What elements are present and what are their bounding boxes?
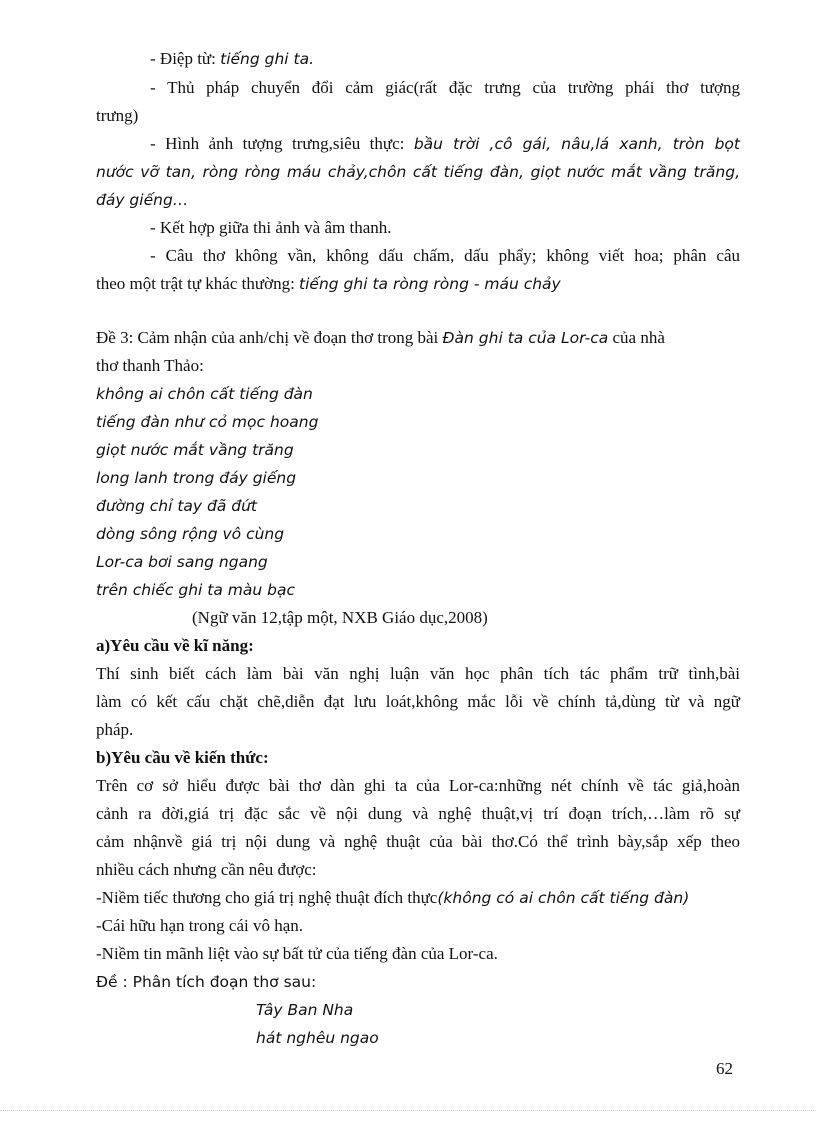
- knowledge-paragraph: cảnh ra đời,giá trị đặc sắc về nội dung và nghệ thuật,vị trí đoạn trích,…làm rõ sự: [96, 804, 740, 823]
- question-3: Đề 3: Cảm nhận của anh/chị về đoạn thơ trong bài Đàn ghi ta của Lor-ca của nhà: [96, 328, 665, 347]
- bullet-repetition: - Điệp từ: tiếng ghi ta.: [150, 49, 315, 68]
- poem-line: long lanh trong đáy giếng: [96, 469, 297, 487]
- poem-line: giọt nước mắt vầng trăng: [96, 441, 294, 459]
- knowledge-paragraph: cảm nhậnvề giá trị nội dung và nghệ thuật của bài thơ.Có thể trình bày,sắp xếp theo: [96, 832, 740, 851]
- knowledge-bullet: -Niềm tiếc thương cho giá trị nghệ thuật đích thực(không có ai chôn cất tiếng đàn): [96, 888, 690, 907]
- poem-line: tiếng đàn như cỏ mọc hoang: [96, 413, 319, 431]
- bullet-technique: - Thủ pháp chuyển đổi cảm giác(rất đặc trưng của trường phái thơ tượng: [150, 78, 740, 97]
- knowledge-paragraph: nhiều cách nhưng cần nêu được:: [96, 860, 317, 879]
- knowledge-heading: b)Yêu cầu về kiến thức:: [96, 748, 269, 767]
- bullet-technique-cont: trưng): [96, 106, 139, 125]
- poem-line: không ai chôn cất tiếng đàn: [96, 385, 313, 403]
- poem-line: dòng sông rộng vô cùng: [96, 525, 285, 543]
- footer-divider: [0, 1110, 816, 1111]
- skills-paragraph: Thí sinh biết cách làm bài văn nghị luận văn học phân tích tác phẩm trữ tình,bài: [96, 664, 740, 683]
- bullet-imagery: - Hình ảnh tượng trưng,siêu thực: bầu trời ,cô gái, nâu,lá xanh, tròn bọt: [150, 134, 740, 153]
- page-number: 62: [716, 1059, 733, 1078]
- question-3-cont: thơ thanh Thảo:: [96, 356, 204, 375]
- bullet-imagery-end: đáy giếng…: [96, 191, 189, 209]
- bullet-combination: - Kết hợp giữa thi ảnh và âm thanh.: [150, 218, 392, 237]
- bullet-verse-form-cont: theo một trật tự khác thường: tiếng ghi ta ròng ròng - máu chảy: [96, 274, 561, 293]
- knowledge-bullet: -Cái hữu hạn trong cái vô hạn.: [96, 916, 304, 935]
- next-poem-line: Tây Ban Nha: [256, 1001, 354, 1019]
- bullet-imagery-cont: nước vỡ tan, ròng ròng máu chảy,chôn cất tiếng đàn, giọt nước mắt vầng trăng,: [96, 163, 740, 181]
- poem-line: Lor-ca bơi sang ngang: [96, 553, 268, 571]
- bullet-verse-form: - Câu thơ không vần, không dấu chấm, dấu phẩy; không viết hoa; phân câu: [150, 246, 740, 265]
- skills-heading: a)Yêu cầu về kĩ năng:: [96, 636, 254, 655]
- poem-source: (Ngữ văn 12,tập một, NXB Giáo dục,2008): [192, 608, 488, 627]
- skills-paragraph: làm có kết cấu chặt chẽ,diễn đạt lưu loát,không mắc lỗi về chính tả,dùng từ và ngữ: [96, 692, 740, 711]
- skills-paragraph: pháp.: [96, 720, 134, 739]
- knowledge-paragraph: Trên cơ sở hiểu được bài thơ dàn ghi ta của Lor-ca:những nét chính về tác giả,hoàn: [96, 776, 740, 795]
- knowledge-bullet: -Niềm tin mãnh liệt vào sự bất tử của tiếng đàn của Lor-ca.: [96, 944, 498, 963]
- poem-line: trên chiếc ghi ta màu bạc: [96, 581, 295, 599]
- next-poem-line: hát nghêu ngao: [256, 1029, 379, 1047]
- poem-line: đường chỉ tay đã đứt: [96, 497, 257, 515]
- next-question: Đề : Phân tích đoạn thơ sau:: [96, 973, 317, 991]
